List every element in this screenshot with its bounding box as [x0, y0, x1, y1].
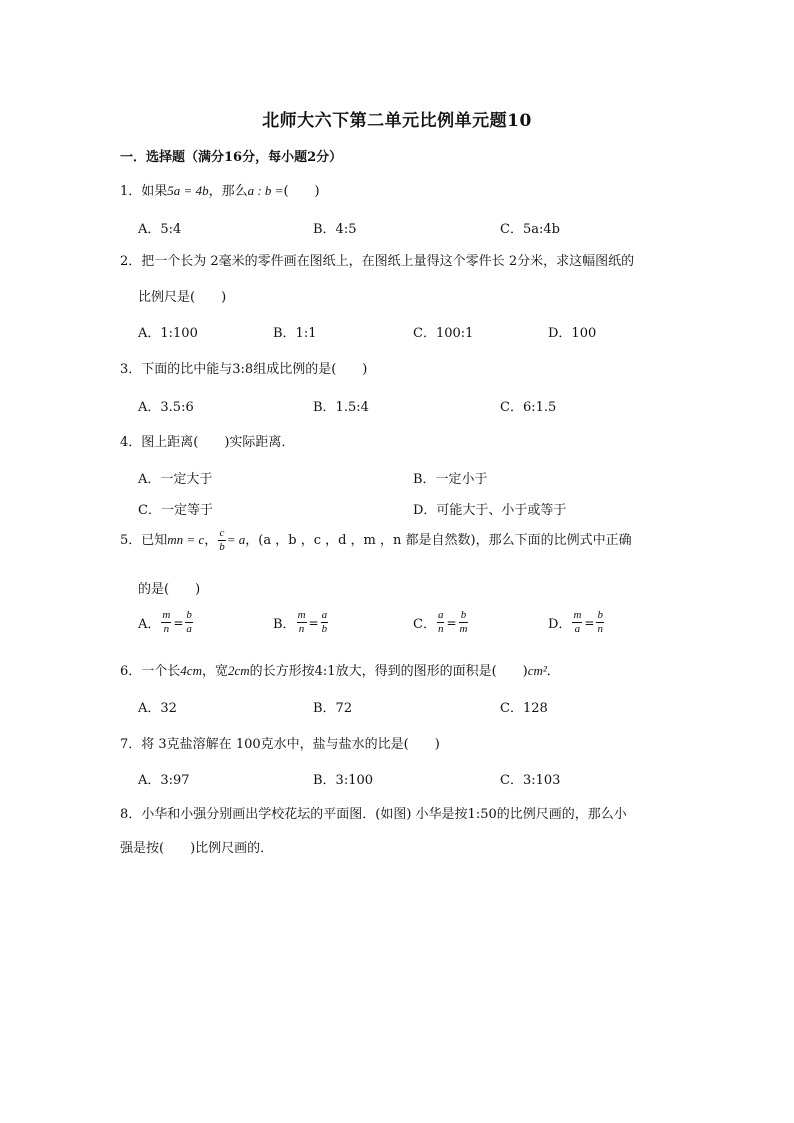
question-7: 7．将 3克盐溶解在 100克水中，盐与盐水的比是( ) — [120, 737, 440, 752]
section-heading: 一．选择题（满分16分，每小题2分） — [120, 150, 343, 165]
question-2-continued: 比例尺是( ) — [138, 290, 227, 305]
fraction: $\frac{c}{b}$ — [219, 527, 225, 553]
question-4: 4．图上距离( )实际距离． — [120, 435, 295, 450]
option-6a[interactable]: A．32 — [138, 701, 177, 716]
option-6b[interactable]: B．72 — [313, 701, 353, 716]
question-number: 4． — [120, 435, 142, 450]
question-2: 2．把一个长为 2毫米的零件画在图纸上，在图纸上量得这个零件长 2分米，求这幅图纸的 — [120, 254, 635, 269]
question-8: 8．小华和小强分别画出学校花坛的平面图．(如图) 小华是按1:50的比例尺画的，那么小 — [120, 807, 627, 822]
option-4b[interactable]: B．一定小于 — [413, 472, 488, 487]
option-6c[interactable]: C．128 — [500, 701, 548, 716]
option-2d[interactable]: D．100 — [548, 326, 597, 341]
option-3b[interactable]: B．1.5:4 — [313, 400, 369, 415]
option-1c[interactable]: C．5a:4b — [500, 222, 560, 237]
option-5c[interactable]: C． $\frac{a}{n}$ = $\frac{b}{m}$ — [413, 609, 468, 635]
option-2c[interactable]: C．100:1 — [413, 326, 474, 341]
option-5a[interactable]: A． $\frac{m}{n}$ = $\frac{b}{a}$ — [138, 609, 192, 635]
question-number: 6． — [120, 664, 142, 679]
option-5d[interactable]: D． $\frac{m}{a}$ = $\frac{b}{n}$ — [548, 609, 603, 635]
question-5: 5．已知mn = c， $\frac{c}{b}$ = a，(a ，b ，c ，d ，m ，n 都是自然数)，那么下面的比例式中正确 — [120, 527, 632, 553]
option-2b[interactable]: B．1:1 — [273, 326, 317, 341]
option-3a[interactable]: A．3.5:6 — [138, 400, 194, 415]
question-number: 2． — [120, 254, 142, 269]
option-2a[interactable]: A．1:100 — [138, 326, 198, 341]
question-number: 8． — [120, 807, 142, 822]
question-8-continued: 强是按( )比例尺画的． — [120, 841, 274, 856]
question-number: 7． — [120, 737, 142, 752]
option-4a[interactable]: A．一定大于 — [138, 472, 213, 487]
question-5-continued: 的是( ) — [138, 582, 201, 597]
option-3c[interactable]: C．6:1.5 — [500, 400, 557, 415]
option-1a[interactable]: A．5:4 — [138, 222, 182, 237]
page-title: 北师大六下第二单元比例单元题10 — [262, 111, 532, 131]
option-7b[interactable]: B．3:100 — [313, 773, 374, 788]
question-1: 1．如果5a = 4b，那么a : b =( ) — [120, 183, 320, 199]
question-number: 1． — [120, 184, 142, 199]
option-4c[interactable]: C．一定等于 — [138, 503, 213, 518]
option-1b[interactable]: B．4:5 — [313, 222, 357, 237]
option-7a[interactable]: A．3:97 — [138, 773, 190, 788]
option-7c[interactable]: C．3:103 — [500, 773, 561, 788]
question-3: 3．下面的比中能与3:8组成比例的是( ) — [120, 362, 368, 377]
question-number: 3． — [120, 362, 142, 377]
question-6: 6．一个长4cm，宽2cm的长方形按4:1放大，得到的图形的面积是( )cm²． — [120, 663, 560, 679]
question-number: 5． — [120, 533, 142, 548]
option-4d[interactable]: D．可能大于、小于或等于 — [413, 503, 567, 518]
option-5b[interactable]: B． $\frac{m}{n}$ = $\frac{a}{b}$ — [273, 609, 328, 635]
